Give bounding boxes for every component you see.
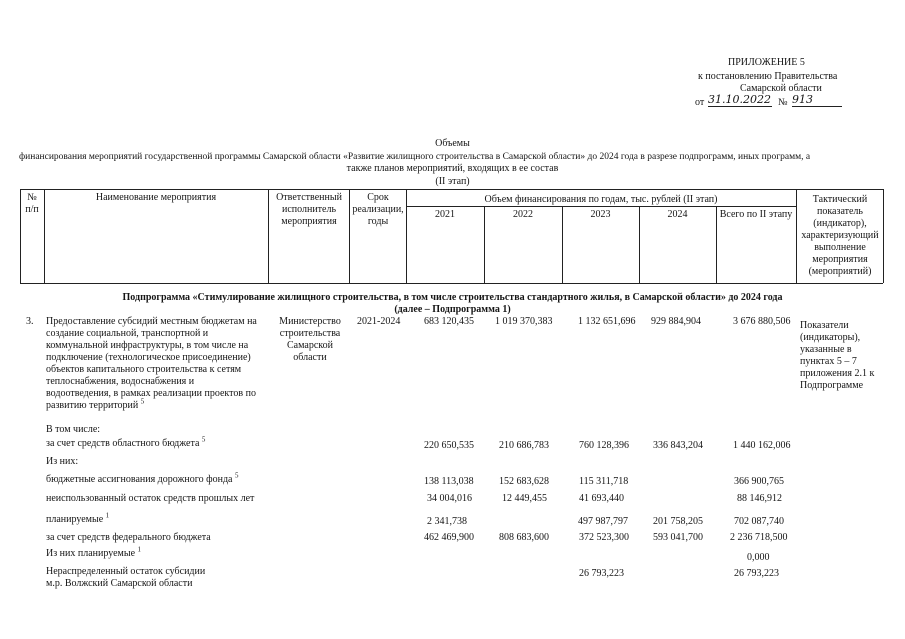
header-year-2024: 2024 — [667, 209, 688, 220]
heading-line3: также планов мероприятий, входящих в ее состав — [346, 163, 559, 174]
header-term: Срок реализации, годы — [352, 192, 404, 227]
breakdown-1-2023: 760 128,396 — [579, 440, 629, 451]
breakdown-4-2021: 34 004,016 — [427, 493, 472, 504]
appendix-from-label: от — [695, 97, 705, 108]
breakdown-3-2023: 115 311,718 — [579, 476, 629, 487]
header-total: Всего по II этапу — [719, 209, 793, 220]
header-num: № п/п — [25, 192, 39, 215]
breakdown-1-2022: 210 686,783 — [499, 440, 549, 451]
breakdown-label-8: Нераспределенный остаток субсидии — [46, 566, 206, 577]
breakdown-4-total: 88 146,912 — [737, 493, 782, 504]
row3-value-2023: 1 132 651,696 — [578, 316, 636, 327]
breakdown-label-7: Из них планируемые $^1$ — [46, 545, 142, 559]
breakdown-5-2024: 201 758,205 — [653, 516, 703, 527]
header-executor: Ответственный исполнитель мероприятия — [276, 192, 342, 227]
breakdown-7-total: 0,000 — [747, 552, 770, 563]
breakdown-6-2024: 593 041,700 — [653, 532, 703, 543]
breakdown-4-2022: 12 449,455 — [502, 493, 547, 504]
header-funding: Объем финансирования по годам, тыс. рублей (II этап) — [484, 194, 718, 205]
header-name: Наименование мероприятия — [95, 192, 217, 203]
header-year-2021: 2021 — [435, 209, 455, 220]
header-year-2022: 2022 — [513, 209, 533, 220]
breakdown-5-2021: 2 341,738 — [427, 516, 467, 527]
row3-value-total: 3 676 880,506 — [733, 316, 791, 327]
appendix-line2: к постановлению Правительства — [698, 71, 838, 82]
breakdown-1-2024: 336 843,204 — [653, 440, 703, 451]
subprogram-title: Подпрограмма «Стимулирование жилищного строительства, в том числе строительства стандартного жилья, в Самарской области» до 2024 года — [122, 292, 783, 303]
row3-name: Предоставление субсидий местным бюджетам на создание социальной, транспортной и коммунальной инфраструктуры, в том числе на подключение (технологическое присоединение) объектов капитального строительства к сетям теплоснабжения, водоснабжения и водоотведения, в рамках реализации проектов по развитию территорий $^5$ — [46, 316, 257, 411]
row3-term: 2021-2024 — [357, 316, 401, 327]
breakdown-label-2: Из них: — [46, 456, 79, 467]
appendix-number: 913 — [792, 93, 842, 107]
header-year-2023: 2023 — [590, 209, 611, 220]
row3-value-2021: 683 120,435 — [424, 316, 474, 327]
appendix-date: 31.10.2022 — [708, 93, 771, 106]
breakdown-label-3: бюджетные ассигнования дорожного фонда $^5$ — [46, 471, 239, 485]
row3-value-2024: 929 884,904 — [651, 316, 701, 327]
appendix-number-label: № — [778, 97, 788, 108]
breakdown-6-2022: 808 683,600 — [499, 532, 549, 543]
breakdown-6-2021: 462 469,900 — [424, 532, 474, 543]
appendix-line3: Самарской области — [740, 83, 822, 94]
breakdown-4-2023: 41 693,440 — [579, 493, 624, 504]
breakdown-5-2023: 497 987,797 — [578, 516, 628, 527]
breakdown-label-0: В том числе: — [46, 424, 101, 435]
breakdown-1-total: 1 440 162,006 — [733, 440, 791, 451]
breakdown-3-2022: 152 683,628 — [499, 476, 549, 487]
breakdown-label-6: за счет средств федерального бюджета — [46, 532, 211, 543]
row3-executor: Министерство строительства Самарской области — [279, 316, 341, 363]
breakdown-8-total: 26 793,223 — [734, 568, 779, 579]
breakdown-label-4: неиспользованный остаток средств прошлых лет — [46, 493, 255, 504]
row3-value-2022: 1 019 370,383 — [495, 316, 553, 327]
breakdown-3-2021: 138 113,038 — [424, 476, 474, 487]
breakdown-label-9: м.р. Волжский Самарской области — [46, 578, 193, 589]
row3-indicator: Показатели (индикаторы), указанные в пунктах 5 – 7 приложения 2.1 к Подпрограмме — [800, 320, 875, 391]
heading-line1: Объемы — [435, 138, 470, 149]
breakdown-label-5: планируемые $^1$ — [46, 511, 110, 525]
heading-line4: (II этап) — [435, 176, 470, 187]
breakdown-label-1: за счет средств областного бюджета $^5$ — [46, 435, 206, 449]
heading-line2: финансирования мероприятий государственной программы Самарской области «Развитие жилищного строительства в Самарской области» до 2024 года в разрезе подпрограмм, иных программ, а — [19, 152, 811, 162]
breakdown-5-total: 702 087,740 — [734, 516, 784, 527]
row3-num: 3. — [26, 316, 34, 327]
subprogram-subtitle: (далее – Подпрограмма 1) — [394, 304, 511, 315]
breakdown-3-total: 366 900,765 — [734, 476, 784, 487]
appendix-title: ПРИЛОЖЕНИЕ 5 — [728, 57, 805, 68]
header-indicator: Тактический показатель (индикатор), характеризующий выполнение мероприятия (мероприятий) — [801, 194, 879, 277]
breakdown-6-2023: 372 523,300 — [579, 532, 629, 543]
breakdown-8-2023: 26 793,223 — [579, 568, 624, 579]
breakdown-6-total: 2 236 718,500 — [730, 532, 788, 543]
breakdown-1-2021: 220 650,535 — [424, 440, 474, 451]
